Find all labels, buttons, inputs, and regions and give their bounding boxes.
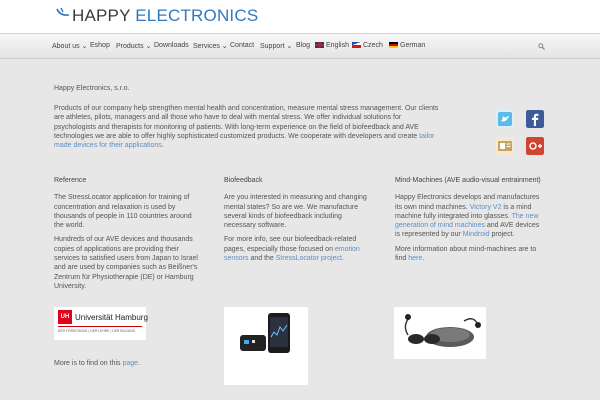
mind-machine-product-image[interactable] [394,307,486,359]
site-logo[interactable] [72,6,258,26]
more-info-line: More is to find on this page. [54,360,141,367]
biofeedback-text-2: For more info, see our biofeedback-related pages, especially those focused on emotion sensors and the StressLocator project. [224,236,360,263]
chevron-down-icon: ⌄ [221,43,228,50]
nav-lang-czech[interactable]: Czech [352,42,383,49]
uni-hamburg-mark: UH [58,310,72,324]
chevron-down-icon: ⌄ [81,43,88,50]
nav-lang-english[interactable]: English [315,42,349,49]
stresslocator-project-link[interactable]: StressLocator project [275,255,342,263]
nav-eshop[interactable]: Eshop [90,42,110,49]
mind-machines-heading: Mind-Machines (AVE audio-visual entrainment) [395,177,541,184]
twitter-icon[interactable] [496,110,514,128]
uni-hamburg-logo[interactable] [54,307,146,340]
reference-column [54,176,202,296]
nav-support[interactable]: Support ⌄ [260,43,293,50]
search-icon[interactable] [538,43,545,50]
mindroid-link[interactable]: Mindroid [462,231,490,239]
flag-de-icon [389,42,398,48]
mind-machines-column [395,176,545,268]
phone-sensor-illustration [224,307,308,385]
chevron-down-icon: ⌄ [286,43,293,50]
nav-lang-german[interactable]: German [389,42,425,49]
company-name: Happy Electronics, s.r.o. [54,85,130,92]
reference-text-2: Hundreds of our AVE devices and thousands copies of applications are providing their services to satisfied users from Japan to Israel and are used by companies such as Beißner's Zentrum für Physiotherapie (DE) or Hamburg University. [54,236,198,290]
site-header [0,0,600,33]
logo-word-electronics: ELECTRONICS [135,6,259,25]
biofeedback-column [224,176,370,268]
mind-machines-text-2: More information about mind-machines are to find here. [395,245,537,263]
stresslocator-product-image[interactable] [224,307,308,385]
reference-heading: Reference [54,177,87,184]
biofeedback-text-1: Are you interested in measuring and changing mental states? So are we. We manufacture several kinds of biofeedback including necessary software. [224,194,367,230]
new-generation-link[interactable]: The new generation of mind machines [395,212,539,230]
logo-word-happy: HAPPY [72,6,131,25]
nav-blog[interactable]: Blog [296,42,311,49]
nav-about-us[interactable]: About us ⌄ [52,43,88,50]
mind-machines-text-1: Happy Electronics develops and manufactures its own mind machines. Victory V2 is a mind machine fully integrated into glasses. The new generation of mind machines and AVE devices is represented by our Mindroid project. [395,194,540,239]
facebook-icon[interactable] [526,110,544,128]
contact-card-icon[interactable] [496,137,514,155]
uni-hamburg-name: Universität Hamburg [75,313,148,322]
logo-divider [58,326,142,327]
intro-text: Products of our company help strengthen mental health and concentration, measure mental stress management. Our clients are athletes, pilots, managers and all those who have to deal with mental stress. We offer individual solutions for psychologists and therapists for monitoring of patients. With long-term experience on the field of biofeedback and AVE technologies we are able to offer highly sophisticated customized products. We cooperate with developers and create tailor made devices for their applications. [54,105,439,150]
logo-icon[interactable] [56,6,70,20]
glasses-device-illustration [394,307,486,359]
uni-hamburg-tagline: DER FORSCHUNG | DER LEHRE | DER BILDUNG [58,329,136,333]
victory-v2-link[interactable]: Victory V2 [469,203,502,211]
tailor-made-devices-link[interactable]: tailor made devices for their applications [54,132,435,150]
emotion-sensors-link[interactable]: emotion sensors [224,245,360,263]
reference-text-1: The StressLocator application for training of concentration and relaxation is used by thousands of people in 110 countries around the world. [54,194,192,230]
chevron-down-icon: ⌄ [145,43,152,50]
main-navigation [0,33,600,59]
here-link[interactable]: here [408,255,423,263]
flag-uk-icon [315,42,324,48]
biofeedback-heading: Biofeedback [224,177,263,184]
nav-downloads[interactable]: Downloads [154,42,189,49]
nav-products[interactable]: Products ⌄ [116,43,152,50]
more-page-link[interactable]: page [122,360,139,367]
nav-services[interactable]: Services ⌄ [193,43,228,50]
google-plus-icon[interactable] [526,137,544,155]
nav-contact[interactable]: Contact [230,42,255,49]
flag-cz-icon [352,42,361,48]
